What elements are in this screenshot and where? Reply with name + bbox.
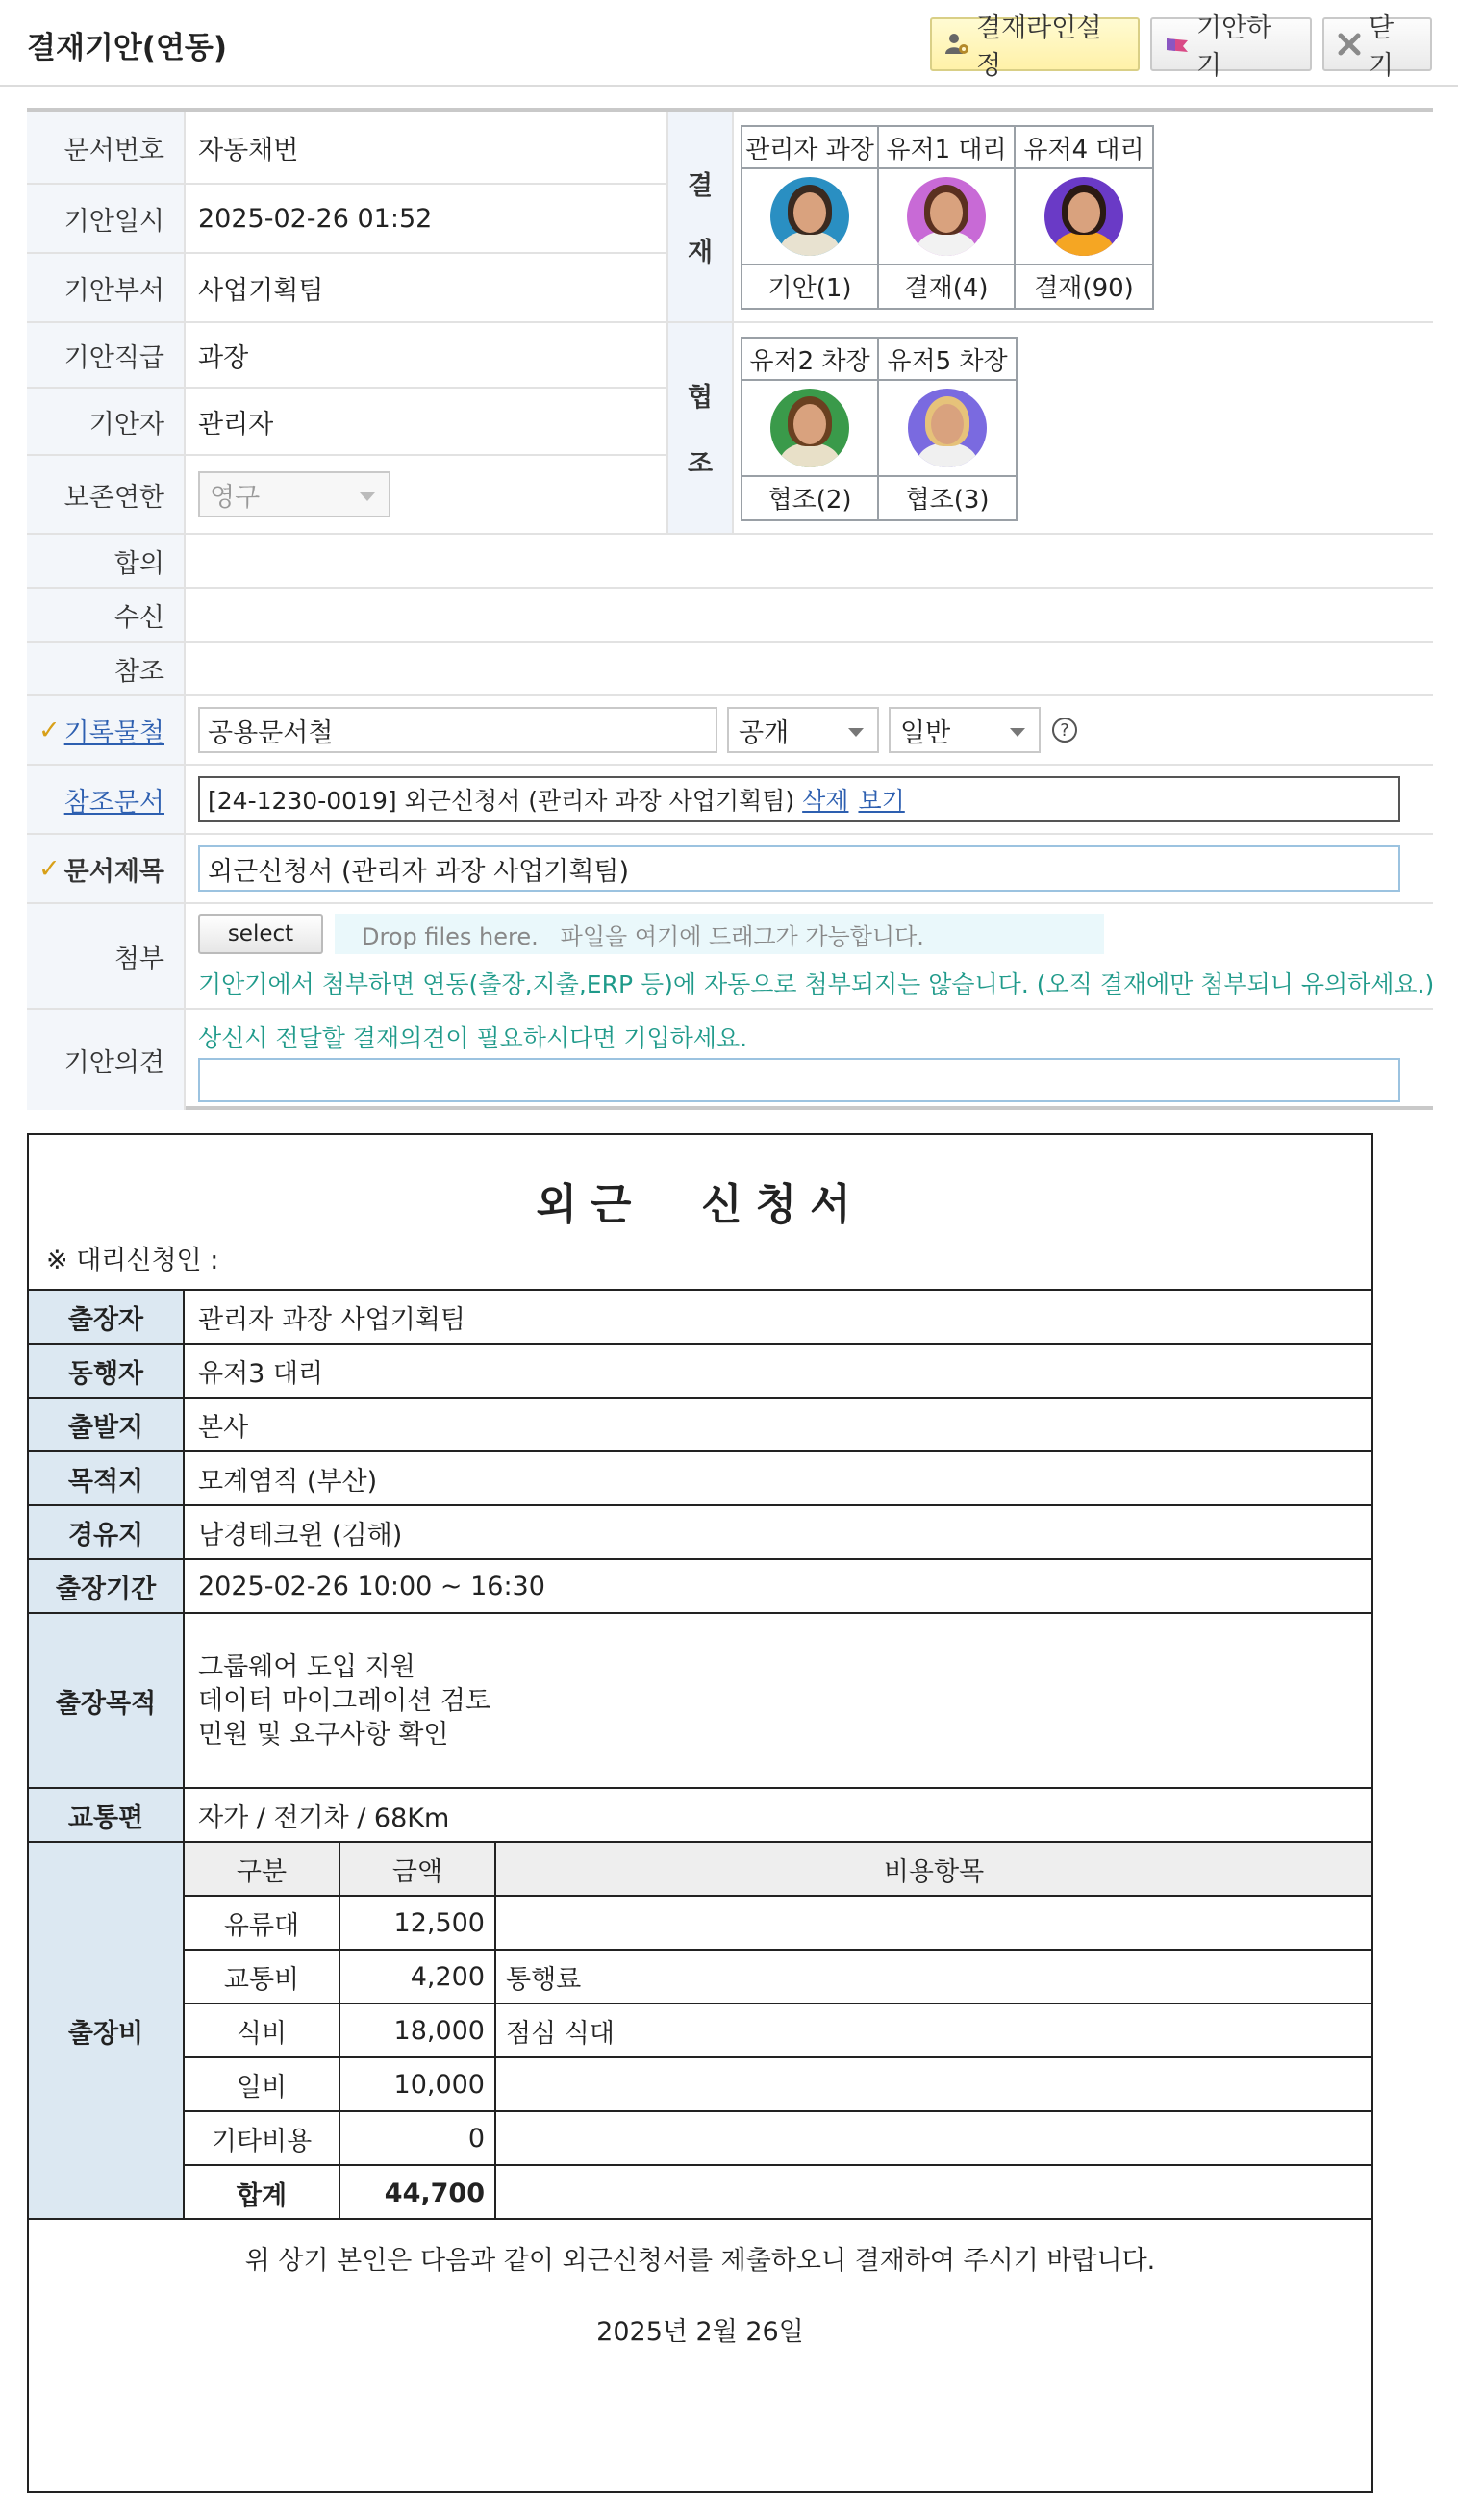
required-check-icon: ✓ — [38, 715, 61, 745]
ref-doc-delete-link[interactable]: 삭제 — [802, 787, 849, 815]
attach-notice: 기안기에서 첨부하면 연동(출장,지출,ERP 등)에 자동으로 첨부되지는 않습니다. (오직 결재에만 첨부되니 유의하세요.) — [198, 970, 1435, 998]
retention-label: 보존연한 — [27, 456, 186, 533]
transport-label: 교통편 — [29, 1789, 185, 1841]
table-row: 일비 10,000 — [185, 2058, 1371, 2112]
proxy-applicant: ※ 대리신청인 : — [46, 1246, 219, 1275]
cost-header-detail: 비용항목 — [883, 1856, 985, 1887]
cooperator-cell[interactable] — [879, 339, 1016, 519]
approver-name: 유저4 대리 — [1016, 127, 1152, 169]
cost-label: 출장비 — [29, 1843, 185, 2218]
draft-label: 기안하기 — [1196, 13, 1272, 81]
cost-header-category: 구분 — [185, 1843, 340, 1895]
document-title: 외근 신청서 — [536, 1180, 865, 1229]
purpose-label: 출장목적 — [29, 1614, 185, 1787]
ref-doc-value: [24-1230-0019] 외근신청서 (관리자 과장 사업기획팀) — [208, 787, 795, 815]
draft-rank-row — [27, 323, 666, 389]
companion-label: 동행자 — [29, 1345, 185, 1397]
record-file-input[interactable]: 공용문서철 — [198, 707, 717, 753]
flag-icon — [1164, 31, 1191, 58]
traveler-value: 관리자 과장 사업기획팀 — [198, 1304, 465, 1335]
approver-name: 관리자 과장 — [742, 127, 877, 169]
reference-row — [27, 643, 1433, 696]
cooperator-cell[interactable] — [742, 339, 879, 519]
chevron-down-icon — [1010, 728, 1025, 737]
period-value: 2025-02-26 10:00 ~ 16:30 — [198, 1571, 545, 1601]
drafter-value: 관리자 — [198, 409, 274, 440]
close-label: 닫기 — [1369, 13, 1395, 81]
chevron-down-icon — [360, 492, 375, 501]
traveler-row — [29, 1289, 1371, 1343]
traveler-label: 출장자 — [29, 1291, 185, 1343]
approver-cell[interactable] — [1016, 127, 1152, 308]
opinion-input[interactable] — [198, 1058, 1400, 1102]
companion-row — [29, 1343, 1371, 1397]
cooperation-section-label: 협 조 — [666, 323, 734, 535]
draft-rank-label: 기안직급 — [27, 323, 186, 387]
ref-doc-view-link[interactable]: 보기 — [858, 787, 905, 815]
agreement-row — [27, 535, 1433, 589]
destination-label: 목적지 — [29, 1452, 185, 1504]
via-row — [29, 1504, 1371, 1558]
destination-value: 모계염직 (부산) — [198, 1466, 378, 1497]
retention-select: 영구 — [198, 471, 390, 517]
draft-dept-row — [27, 254, 666, 323]
approver-status: 결재(4) — [904, 273, 989, 303]
record-file-label — [27, 696, 186, 764]
approval-line-label: 결재라인설정 — [976, 13, 1102, 81]
opinion-row — [27, 1010, 1433, 1110]
opinion-label: 기안의견 — [27, 1010, 186, 1110]
doc-title-label: ✓ 문서제목 — [27, 835, 186, 902]
doc-number-row — [27, 112, 666, 185]
table-row: 유류대 12,500 — [185, 1897, 1371, 1951]
cost-header-amount: 금액 — [340, 1843, 496, 1895]
transport-row — [29, 1787, 1371, 1841]
draft-form — [27, 108, 1433, 1110]
cooperator-status: 협조(2) — [767, 485, 852, 515]
doc-number-label: 문서번호 — [27, 112, 186, 183]
doc-title-row — [27, 835, 1433, 904]
departure-value: 본사 — [198, 1412, 249, 1443]
draft-date-label: 기안일시 — [27, 185, 186, 252]
table-row: 교통비 4,200 통행료 — [185, 1951, 1371, 2004]
drafter-label: 기안자 — [27, 389, 186, 454]
approver-status: 기안(1) — [767, 273, 852, 303]
select-files-button[interactable]: select — [198, 914, 323, 954]
doc-title-input[interactable]: 외근신청서 (관리자 과장 사업기획팀) — [198, 845, 1400, 892]
cooperator-name: 유저2 차장 — [742, 339, 877, 381]
recipient-label: 수신 — [27, 589, 186, 641]
avatar — [1044, 177, 1123, 256]
via-label: 경유지 — [29, 1506, 185, 1558]
file-drop-zone[interactable]: Drop files here. 파일을 여기에 드래그가 가능합니다. — [335, 914, 1104, 954]
period-label: 출장기간 — [29, 1560, 185, 1612]
attach-row — [27, 904, 1433, 1010]
closing-section — [29, 2218, 1371, 2493]
help-icon[interactable]: ? — [1052, 718, 1077, 743]
record-file-link[interactable]: 기록물철 — [63, 718, 164, 748]
ref-doc-label — [27, 766, 186, 833]
opinion-hint: 상신시 전달할 결재의견이 필요하시다면 기입하세요. — [198, 1024, 748, 1052]
ref-doc-box — [198, 776, 1400, 822]
cost-row — [29, 1841, 1371, 2218]
period-row — [29, 1558, 1371, 1612]
transport-value: 자가 / 전기차 / 68Km — [198, 1802, 450, 1833]
required-check-icon: ✓ — [38, 853, 61, 884]
window-header — [0, 0, 1458, 87]
via-value: 남경테크윈 (김해) — [198, 1520, 403, 1550]
avatar — [908, 389, 987, 467]
cost-total-row: 합계 44,700 — [185, 2166, 1371, 2220]
page-title: 결재기안(연동) — [27, 31, 228, 65]
draft-dept-value: 사업기획팀 — [198, 275, 324, 306]
draft-rank-value: 과장 — [198, 342, 249, 373]
record-file-row — [27, 696, 1433, 766]
departure-label: 출발지 — [29, 1399, 185, 1450]
cost-header-row — [185, 1843, 1371, 1897]
close-icon — [1336, 31, 1363, 58]
companion-value: 유저3 대리 — [198, 1358, 324, 1389]
drafter-row — [27, 389, 666, 456]
cooperator-name: 유저5 차장 — [879, 339, 1016, 381]
draft-button[interactable] — [1150, 13, 1312, 81]
document-date: 2025년 2월 26일 — [596, 2317, 804, 2347]
avatar — [907, 177, 986, 256]
recipient-row — [27, 589, 1433, 643]
record-type-select[interactable]: 일반 — [889, 707, 1041, 753]
approval-line-button[interactable] — [930, 13, 1140, 81]
purpose-value: 그룹웨어 도입 지원 데이터 마이그레이션 검토 민원 및 요구사항 확인 — [198, 1651, 491, 1750]
cooperation-line-table — [741, 337, 1018, 521]
closing-statement: 위 상기 본인은 다음과 같이 외근신청서를 제출하오니 결재하여 주시기 바랍니다. — [244, 2246, 1156, 2276]
avatar — [770, 389, 849, 467]
approval-section-label: 결 재 — [666, 112, 734, 323]
reference-label: 참조 — [27, 643, 186, 694]
agreement-value[interactable] — [198, 535, 1433, 587]
draft-dept-label: 기안부서 — [27, 254, 186, 321]
ref-doc-row — [27, 766, 1433, 835]
draft-date-value: 2025-02-26 01:52 — [198, 203, 433, 234]
draft-date-row — [27, 185, 666, 254]
trip-request-document — [27, 1133, 1373, 2493]
approver-cell[interactable] — [879, 127, 1016, 308]
purpose-row — [29, 1612, 1371, 1787]
approver-cell[interactable] — [742, 127, 879, 308]
approver-status: 결재(90) — [1034, 273, 1134, 303]
ref-doc-link[interactable]: 참조문서 — [63, 787, 164, 818]
agreement-label: 합의 — [27, 535, 186, 587]
user-settings-icon — [943, 31, 970, 58]
close-button[interactable] — [1322, 13, 1432, 81]
recipient-value[interactable] — [198, 589, 1433, 641]
visibility-select[interactable]: 공개 — [727, 707, 879, 753]
cooperator-status: 협조(3) — [905, 485, 990, 515]
doc-number-value: 자동채번 — [198, 135, 299, 165]
retention-row — [27, 456, 666, 535]
chevron-down-icon — [848, 728, 864, 737]
reference-value[interactable] — [198, 643, 1433, 694]
departure-row — [29, 1397, 1371, 1450]
approver-name: 유저1 대리 — [879, 127, 1014, 169]
avatar — [770, 177, 849, 256]
table-row: 식비 18,000 점심 식대 — [185, 2004, 1371, 2058]
attach-label: 첨부 — [27, 904, 186, 1008]
approval-line-table — [741, 125, 1154, 310]
destination-row — [29, 1450, 1371, 1504]
table-row: 기타비용 0 — [185, 2112, 1371, 2166]
